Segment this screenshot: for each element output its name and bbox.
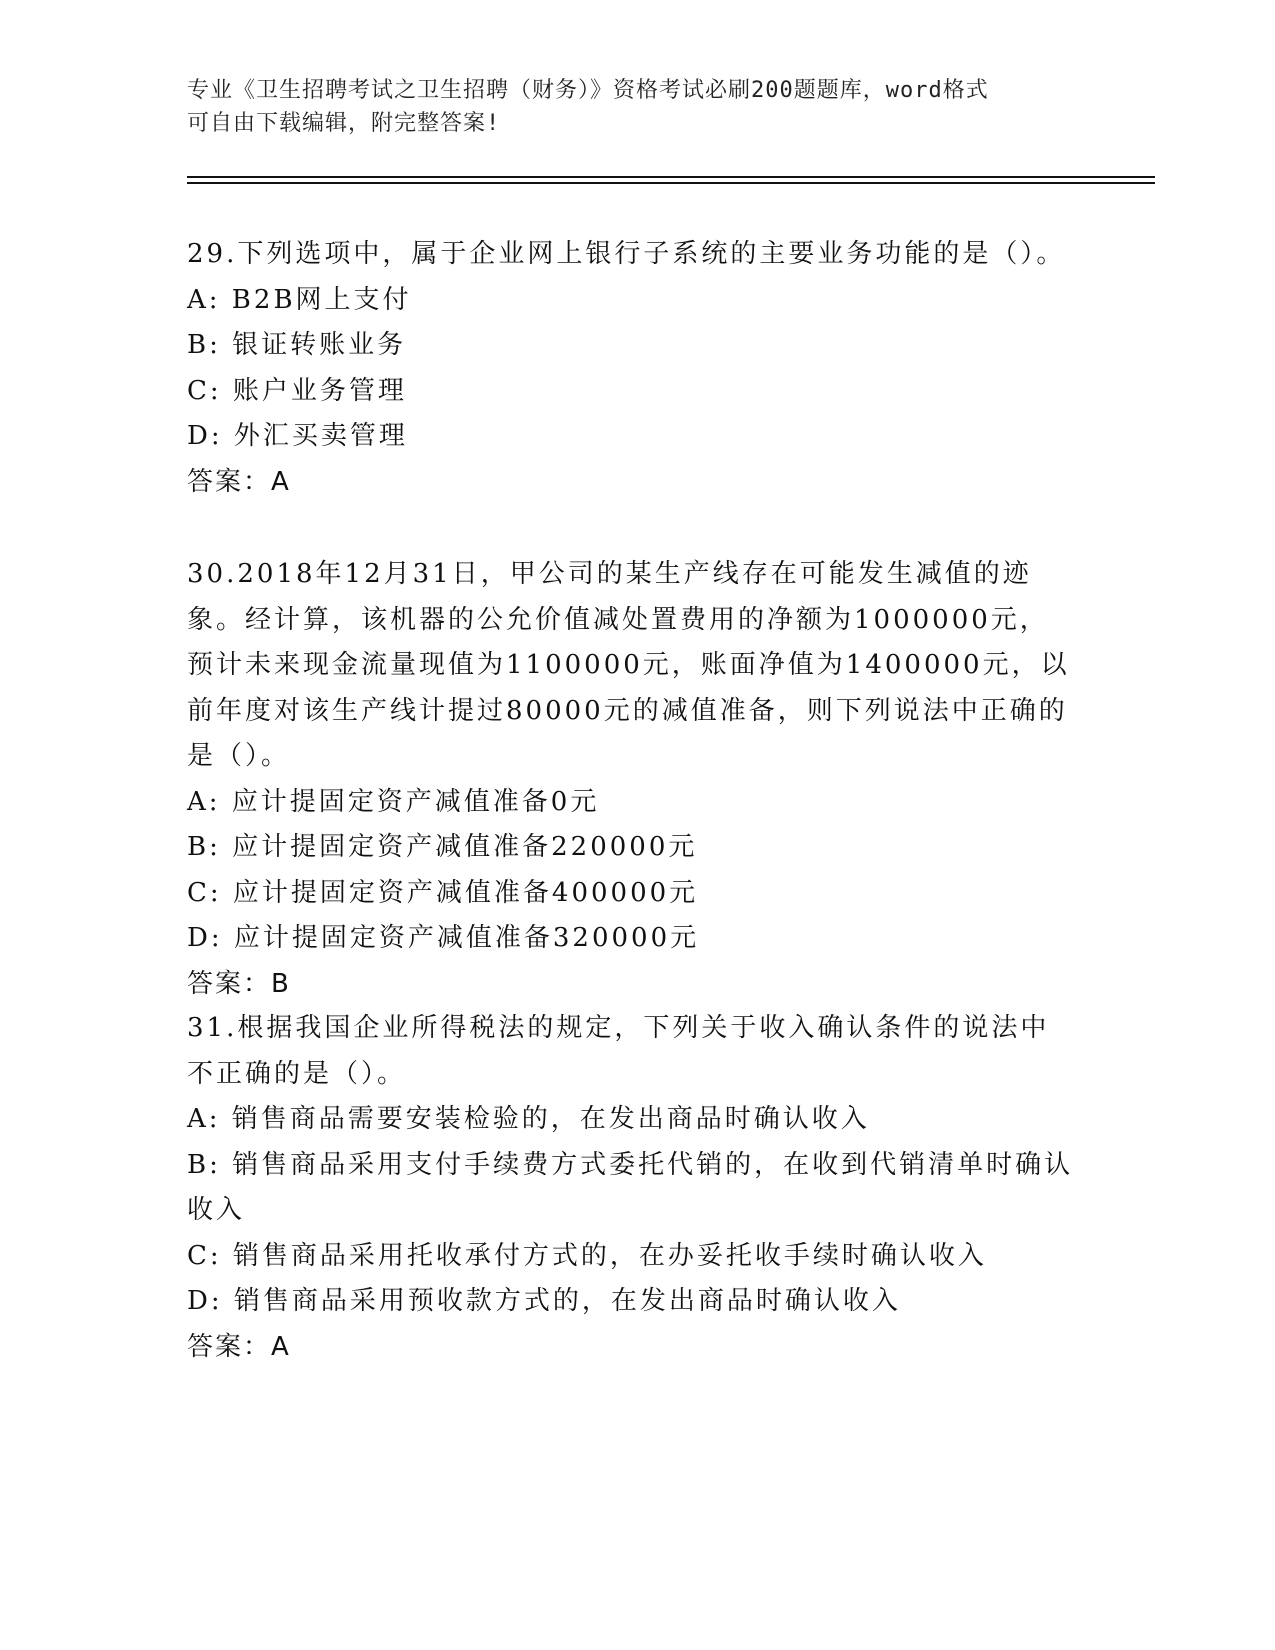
answer: 答案：B (187, 968, 291, 999)
option-b: B: 销售商品采用支付手续费方式委托代销的，在收到代销清单时确认收入 (187, 1149, 1074, 1225)
question-number: 29. (187, 239, 238, 269)
question-text (187, 552, 1077, 780)
question-text (187, 1006, 1077, 1097)
option-d: D: 销售商品采用预收款方式的，在发出商品时确认收入 (187, 1286, 901, 1316)
question-31 (187, 1006, 1077, 1370)
question-stem: 根据我国企业所得税法的规定，下列关于收入确认条件的说法中不正确的是（）。 (187, 1013, 1050, 1089)
header-divider-bottom (187, 182, 1155, 184)
answer: 答案：A (187, 1331, 291, 1362)
document-header (187, 74, 1067, 140)
question-stem: 2018年12月31日，甲公司的某生产线存在可能发生减值的迹象。经计算，该机器的公允价值减处置费用的净额为1000000元，预计未来现金流量现值为1100000元，账面净值为1400000元，以前年度对该生产线计提过80000元的减值准备，则下列说法中正确的是（）。 (187, 559, 1070, 771)
option-c: C: 应计提固定资产减值准备400000元 (187, 877, 699, 908)
option-d: D: 外汇买卖管理 (187, 421, 408, 451)
option-b: B: 银证转账业务 (187, 330, 407, 360)
question-30 (187, 552, 1077, 1007)
option-a: A: 应计提固定资产减值准备0元 (187, 786, 600, 817)
answer: 答案：A (187, 466, 291, 497)
option-d: D: 应计提固定资产减值准备320000元 (187, 923, 700, 953)
question-stem: 下列选项中，属于企业网上银行子系统的主要业务功能的是（）。 (237, 239, 1066, 269)
question-number: 30. (187, 559, 238, 589)
option-c: C: 账户业务管理 (187, 375, 407, 406)
option-a: A: 销售商品需要安装检验的，在发出商品时确认收入 (187, 1104, 870, 1134)
question-text (187, 232, 1077, 278)
question-number: 31. (187, 1013, 238, 1043)
option-c: C: 销售商品采用托收承付方式的，在办妥托收手续时确认收入 (187, 1240, 987, 1271)
header-divider-top (187, 176, 1155, 178)
option-a: A: B2B网上支付 (187, 284, 412, 315)
question-29 (187, 232, 1077, 505)
header-line-2: 可自由下载编辑，附完整答案! (187, 111, 501, 136)
option-b: B: 应计提固定资产减值准备220000元 (187, 832, 698, 862)
header-line-1: 专业《卫生招聘考试之卫生招聘（财务）》资格考试必刷200题题库，word格式 (187, 78, 989, 103)
